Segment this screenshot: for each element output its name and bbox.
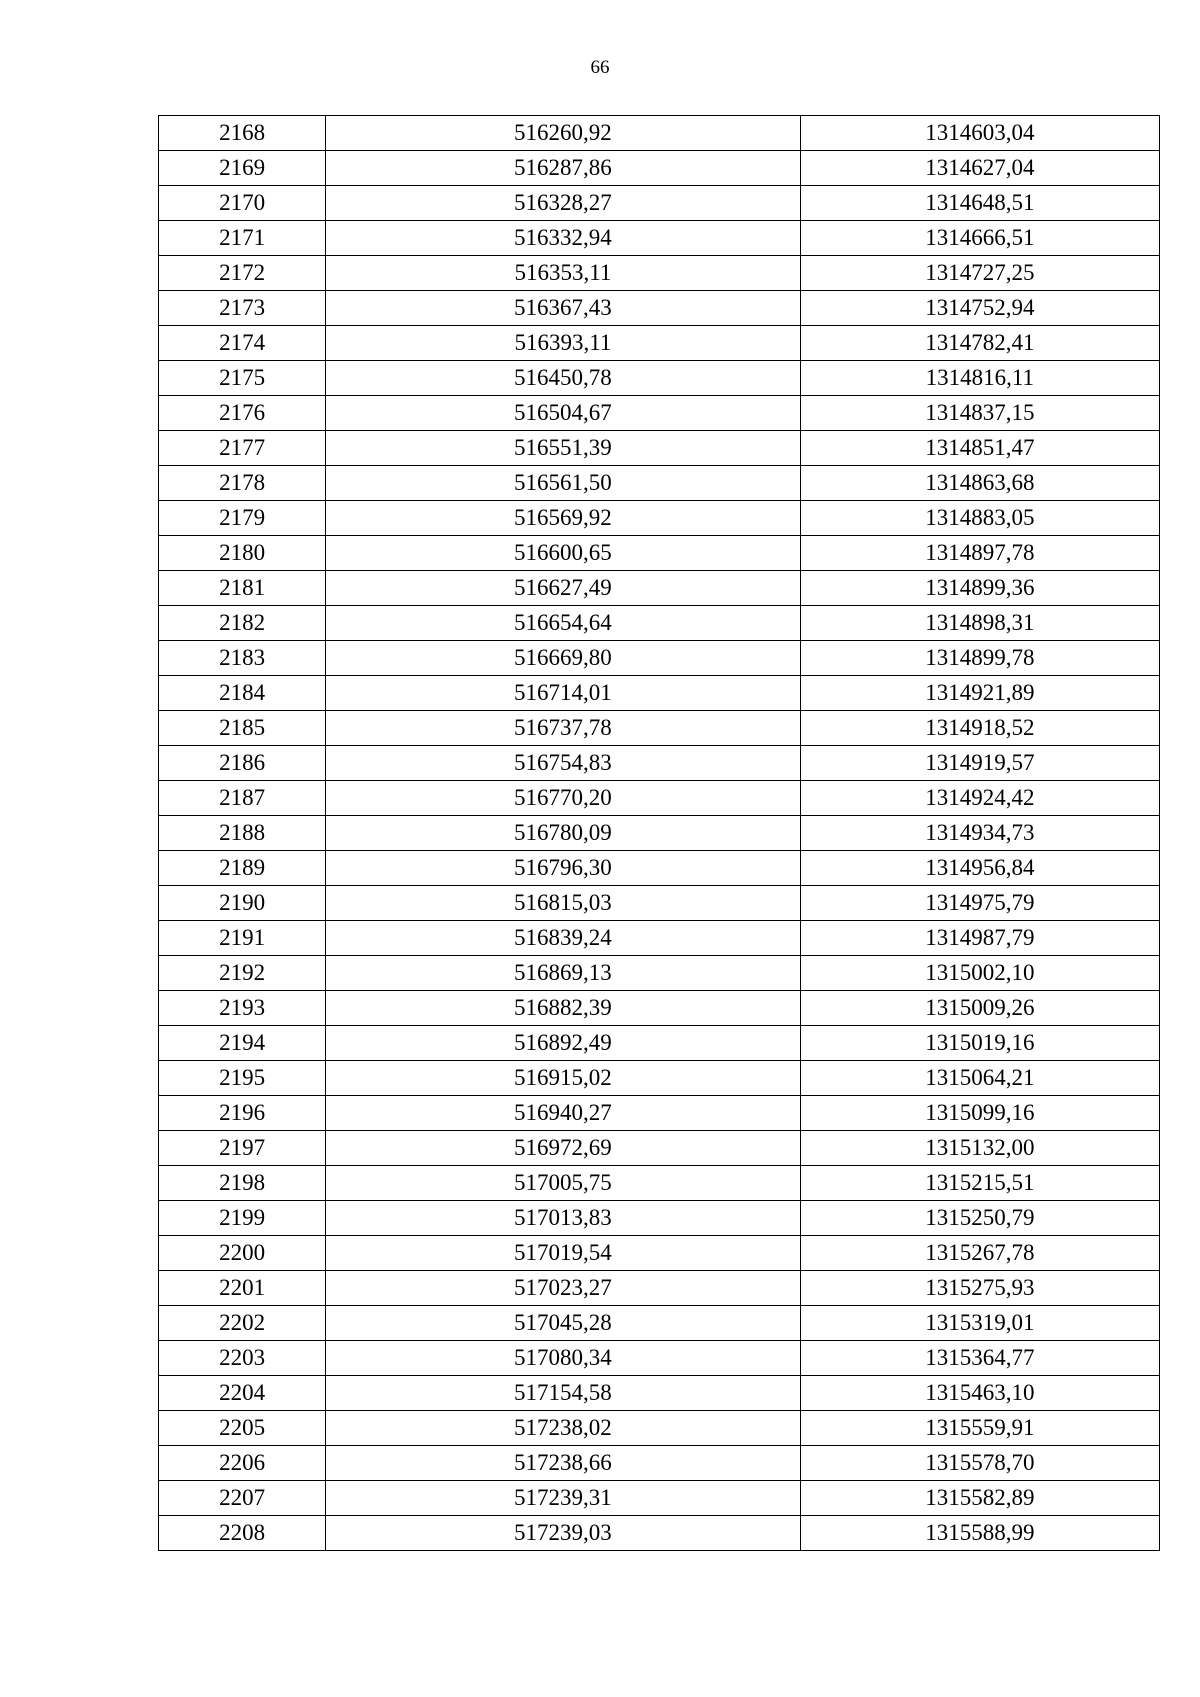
x-coordinate-cell: 516287,86 bbox=[326, 151, 800, 186]
table-row bbox=[159, 326, 1160, 361]
point-number-cell: 2170 bbox=[159, 186, 326, 221]
point-number-cell: 2172 bbox=[159, 256, 326, 291]
table-row bbox=[159, 1166, 1160, 1201]
table-row bbox=[159, 606, 1160, 641]
x-coordinate-cell: 516328,27 bbox=[326, 186, 800, 221]
x-coordinate-cell: 516367,43 bbox=[326, 291, 800, 326]
y-coordinate-cell: 1314666,51 bbox=[800, 221, 1159, 256]
y-coordinate-cell: 1315582,89 bbox=[800, 1481, 1159, 1516]
x-coordinate-cell: 517239,31 bbox=[326, 1481, 800, 1516]
x-coordinate-cell: 516669,80 bbox=[326, 641, 800, 676]
table-row bbox=[159, 746, 1160, 781]
table-row bbox=[159, 1481, 1160, 1516]
table-row bbox=[159, 536, 1160, 571]
y-coordinate-cell: 1314883,05 bbox=[800, 501, 1159, 536]
y-coordinate-cell: 1315559,91 bbox=[800, 1411, 1159, 1446]
y-coordinate-cell: 1314899,78 bbox=[800, 641, 1159, 676]
y-coordinate-cell: 1315250,79 bbox=[800, 1201, 1159, 1236]
x-coordinate-cell: 516393,11 bbox=[326, 326, 800, 361]
point-number-cell: 2181 bbox=[159, 571, 326, 606]
table-row bbox=[159, 116, 1160, 151]
table-row bbox=[159, 1271, 1160, 1306]
y-coordinate-cell: 1314975,79 bbox=[800, 886, 1159, 921]
y-coordinate-cell: 1315275,93 bbox=[800, 1271, 1159, 1306]
point-number-cell: 2187 bbox=[159, 781, 326, 816]
y-coordinate-cell: 1315132,00 bbox=[800, 1131, 1159, 1166]
x-coordinate-cell: 516754,83 bbox=[326, 746, 800, 781]
x-coordinate-cell: 517005,75 bbox=[326, 1166, 800, 1201]
point-number-cell: 2171 bbox=[159, 221, 326, 256]
point-number-cell: 2177 bbox=[159, 431, 326, 466]
x-coordinate-cell: 516882,39 bbox=[326, 991, 800, 1026]
y-coordinate-cell: 1314603,04 bbox=[800, 116, 1159, 151]
table-row bbox=[159, 1516, 1160, 1551]
y-coordinate-cell: 1315019,16 bbox=[800, 1026, 1159, 1061]
table-row bbox=[159, 1411, 1160, 1446]
x-coordinate-cell: 517013,83 bbox=[326, 1201, 800, 1236]
table-row bbox=[159, 396, 1160, 431]
coordinates-table bbox=[158, 115, 1160, 1551]
point-number-cell: 2195 bbox=[159, 1061, 326, 1096]
point-number-cell: 2201 bbox=[159, 1271, 326, 1306]
table-row bbox=[159, 1026, 1160, 1061]
point-number-cell: 2169 bbox=[159, 151, 326, 186]
point-number-cell: 2180 bbox=[159, 536, 326, 571]
point-number-cell: 2203 bbox=[159, 1341, 326, 1376]
y-coordinate-cell: 1315009,26 bbox=[800, 991, 1159, 1026]
y-coordinate-cell: 1315463,10 bbox=[800, 1376, 1159, 1411]
y-coordinate-cell: 1315267,78 bbox=[800, 1236, 1159, 1271]
table-row bbox=[159, 151, 1160, 186]
point-number-cell: 2208 bbox=[159, 1516, 326, 1551]
y-coordinate-cell: 1315099,16 bbox=[800, 1096, 1159, 1131]
point-number-cell: 2186 bbox=[159, 746, 326, 781]
point-number-cell: 2182 bbox=[159, 606, 326, 641]
x-coordinate-cell: 516627,49 bbox=[326, 571, 800, 606]
x-coordinate-cell: 516654,64 bbox=[326, 606, 800, 641]
table-row bbox=[159, 991, 1160, 1026]
y-coordinate-cell: 1314898,31 bbox=[800, 606, 1159, 641]
point-number-cell: 2191 bbox=[159, 921, 326, 956]
table-row bbox=[159, 571, 1160, 606]
point-number-cell: 2173 bbox=[159, 291, 326, 326]
point-number-cell: 2194 bbox=[159, 1026, 326, 1061]
table-row bbox=[159, 1306, 1160, 1341]
x-coordinate-cell: 516561,50 bbox=[326, 466, 800, 501]
x-coordinate-cell: 516972,69 bbox=[326, 1131, 800, 1166]
point-number-cell: 2197 bbox=[159, 1131, 326, 1166]
x-coordinate-cell: 516600,65 bbox=[326, 536, 800, 571]
x-coordinate-cell: 516714,01 bbox=[326, 676, 800, 711]
y-coordinate-cell: 1314851,47 bbox=[800, 431, 1159, 466]
table-row bbox=[159, 1131, 1160, 1166]
point-number-cell: 2184 bbox=[159, 676, 326, 711]
x-coordinate-cell: 516839,24 bbox=[326, 921, 800, 956]
point-number-cell: 2185 bbox=[159, 711, 326, 746]
x-coordinate-cell: 516551,39 bbox=[326, 431, 800, 466]
table-row bbox=[159, 956, 1160, 991]
x-coordinate-cell: 516915,02 bbox=[326, 1061, 800, 1096]
table-row bbox=[159, 1201, 1160, 1236]
y-coordinate-cell: 1315364,77 bbox=[800, 1341, 1159, 1376]
x-coordinate-cell: 516504,67 bbox=[326, 396, 800, 431]
table-row bbox=[159, 431, 1160, 466]
table-row bbox=[159, 1096, 1160, 1131]
x-coordinate-cell: 517238,66 bbox=[326, 1446, 800, 1481]
y-coordinate-cell: 1314934,73 bbox=[800, 816, 1159, 851]
y-coordinate-cell: 1314727,25 bbox=[800, 256, 1159, 291]
point-number-cell: 2190 bbox=[159, 886, 326, 921]
y-coordinate-cell: 1314918,52 bbox=[800, 711, 1159, 746]
table-row bbox=[159, 1236, 1160, 1271]
table-row bbox=[159, 256, 1160, 291]
y-coordinate-cell: 1315319,01 bbox=[800, 1306, 1159, 1341]
y-coordinate-cell: 1314782,41 bbox=[800, 326, 1159, 361]
x-coordinate-cell: 517045,28 bbox=[326, 1306, 800, 1341]
table-row bbox=[159, 711, 1160, 746]
y-coordinate-cell: 1315064,21 bbox=[800, 1061, 1159, 1096]
x-coordinate-cell: 517154,58 bbox=[326, 1376, 800, 1411]
table-row bbox=[159, 1376, 1160, 1411]
point-number-cell: 2179 bbox=[159, 501, 326, 536]
table-row bbox=[159, 641, 1160, 676]
point-number-cell: 2196 bbox=[159, 1096, 326, 1131]
table-row bbox=[159, 781, 1160, 816]
y-coordinate-cell: 1314919,57 bbox=[800, 746, 1159, 781]
x-coordinate-cell: 517023,27 bbox=[326, 1271, 800, 1306]
y-coordinate-cell: 1315588,99 bbox=[800, 1516, 1159, 1551]
y-coordinate-cell: 1315578,70 bbox=[800, 1446, 1159, 1481]
point-number-cell: 2205 bbox=[159, 1411, 326, 1446]
y-coordinate-cell: 1314924,42 bbox=[800, 781, 1159, 816]
table-row bbox=[159, 1061, 1160, 1096]
x-coordinate-cell: 516869,13 bbox=[326, 956, 800, 991]
table-row bbox=[159, 676, 1160, 711]
x-coordinate-cell: 516569,92 bbox=[326, 501, 800, 536]
y-coordinate-cell: 1314897,78 bbox=[800, 536, 1159, 571]
x-coordinate-cell: 516796,30 bbox=[326, 851, 800, 886]
x-coordinate-cell: 516770,20 bbox=[326, 781, 800, 816]
point-number-cell: 2183 bbox=[159, 641, 326, 676]
page-number: 66 bbox=[590, 57, 610, 78]
point-number-cell: 2192 bbox=[159, 956, 326, 991]
x-coordinate-cell: 516940,27 bbox=[326, 1096, 800, 1131]
point-number-cell: 2204 bbox=[159, 1376, 326, 1411]
y-coordinate-cell: 1314956,84 bbox=[800, 851, 1159, 886]
y-coordinate-cell: 1314816,11 bbox=[800, 361, 1159, 396]
x-coordinate-cell: 517239,03 bbox=[326, 1516, 800, 1551]
y-coordinate-cell: 1314752,94 bbox=[800, 291, 1159, 326]
point-number-cell: 2199 bbox=[159, 1201, 326, 1236]
x-coordinate-cell: 517238,02 bbox=[326, 1411, 800, 1446]
table-row bbox=[159, 361, 1160, 396]
point-number-cell: 2178 bbox=[159, 466, 326, 501]
point-number-cell: 2176 bbox=[159, 396, 326, 431]
y-coordinate-cell: 1314648,51 bbox=[800, 186, 1159, 221]
table-row bbox=[159, 501, 1160, 536]
point-number-cell: 2206 bbox=[159, 1446, 326, 1481]
point-number-cell: 2202 bbox=[159, 1306, 326, 1341]
y-coordinate-cell: 1314837,15 bbox=[800, 396, 1159, 431]
coordinates-table-body bbox=[159, 116, 1160, 1551]
x-coordinate-cell: 516737,78 bbox=[326, 711, 800, 746]
point-number-cell: 2207 bbox=[159, 1481, 326, 1516]
table-row bbox=[159, 1341, 1160, 1376]
table-row bbox=[159, 851, 1160, 886]
point-number-cell: 2175 bbox=[159, 361, 326, 396]
x-coordinate-cell: 516815,03 bbox=[326, 886, 800, 921]
table-row bbox=[159, 186, 1160, 221]
point-number-cell: 2198 bbox=[159, 1166, 326, 1201]
table-row bbox=[159, 1446, 1160, 1481]
point-number-cell: 2174 bbox=[159, 326, 326, 361]
x-coordinate-cell: 516780,09 bbox=[326, 816, 800, 851]
point-number-cell: 2189 bbox=[159, 851, 326, 886]
point-number-cell: 2193 bbox=[159, 991, 326, 1026]
y-coordinate-cell: 1315215,51 bbox=[800, 1166, 1159, 1201]
table-row bbox=[159, 886, 1160, 921]
y-coordinate-cell: 1314863,68 bbox=[800, 466, 1159, 501]
table-row bbox=[159, 291, 1160, 326]
y-coordinate-cell: 1314627,04 bbox=[800, 151, 1159, 186]
x-coordinate-cell: 516332,94 bbox=[326, 221, 800, 256]
y-coordinate-cell: 1314899,36 bbox=[800, 571, 1159, 606]
y-coordinate-cell: 1314921,89 bbox=[800, 676, 1159, 711]
point-number-cell: 2188 bbox=[159, 816, 326, 851]
x-coordinate-cell: 516353,11 bbox=[326, 256, 800, 291]
table-row bbox=[159, 921, 1160, 956]
table-row bbox=[159, 816, 1160, 851]
x-coordinate-cell: 516450,78 bbox=[326, 361, 800, 396]
y-coordinate-cell: 1315002,10 bbox=[800, 956, 1159, 991]
point-number-cell: 2168 bbox=[159, 116, 326, 151]
x-coordinate-cell: 517080,34 bbox=[326, 1341, 800, 1376]
x-coordinate-cell: 516892,49 bbox=[326, 1026, 800, 1061]
x-coordinate-cell: 516260,92 bbox=[326, 116, 800, 151]
table-row bbox=[159, 221, 1160, 256]
table-row bbox=[159, 466, 1160, 501]
y-coordinate-cell: 1314987,79 bbox=[800, 921, 1159, 956]
x-coordinate-cell: 517019,54 bbox=[326, 1236, 800, 1271]
point-number-cell: 2200 bbox=[159, 1236, 326, 1271]
